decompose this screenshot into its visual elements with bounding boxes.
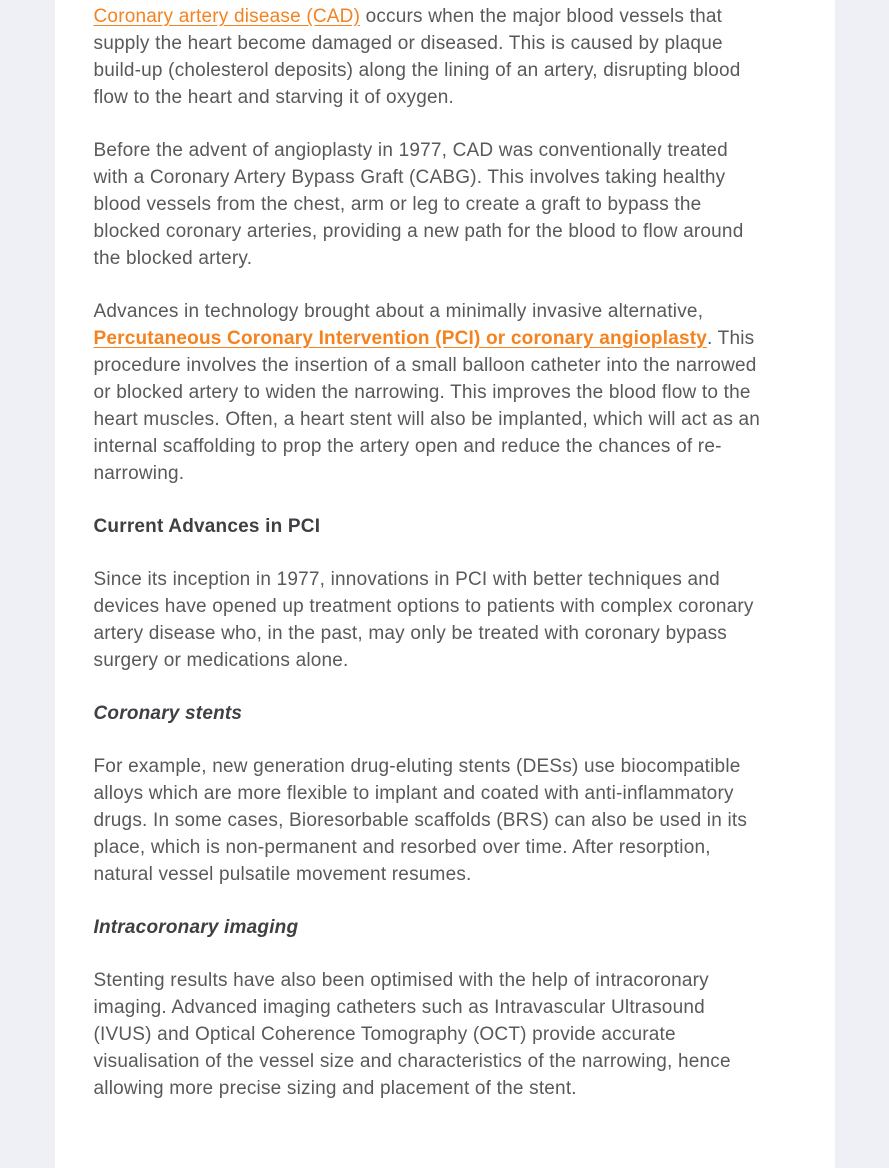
paragraph-pci-innovations bbox=[94, 566, 766, 674]
pci-link[interactable]: Percutaneous Coronary Intervention (PCI) or coronary angioplasty bbox=[93, 328, 708, 349]
paragraph-cabg bbox=[94, 137, 766, 272]
paragraph-text: Stenting results have also been optimised with the help of intracoronary imaging. Advanced imaging catheters such as Intravascular Ultrasound (IVUS) and Optical Coherence Tomography (OCT) provide accurate visualisation of the vessel size and characteristics of the narrowing, hence allowing more precise sizing and placement of the stent. bbox=[93, 970, 731, 1099]
paragraph-pci-intro bbox=[94, 298, 766, 487]
article-card bbox=[55, 0, 835, 1168]
paragraph-text: For example, new generation drug-eluting stents (DESs) use biocompatible alloys which are more flexible to implant and coated with anti-inflammatory drugs. In some cases, Bioresorbable scaffolds (BRS) can also be used in its place, which is non-permanent and resorbed over time. After resorption, natural vessel pulsatile movement resumes. bbox=[93, 756, 748, 885]
heading-current-advances-in-pci: Current Advances in PCI bbox=[93, 516, 321, 537]
paragraph-text: . This procedure involves the insertion of a small balloon catheter into the narrowed or blocked artery to widen the narrowing. This improves the blood flow to the heart muscles. Often, a heart stent will also be implanted, which will act as an internal scaffolding to prop the artery open and reduce the chances of re-narrowing. bbox=[93, 328, 761, 484]
heading-intracoronary-imaging: Intracoronary imaging bbox=[93, 917, 299, 938]
paragraph-text: Since its inception in 1977, innovations in PCI with better techniques and devices have opened up treatment options to patients with complex coronary artery disease who, in the past, may only be treated with coronary bypass surgery or medications alone. bbox=[93, 569, 754, 671]
paragraph-text: occurs when the major blood vessels that supply the heart become damaged or diseased. This is caused by plaque build-up (cholesterol deposits) along the lining of an artery, disrupting blood flow to the heart and starving it of oxygen. bbox=[93, 6, 741, 108]
heading-coronary-stents: Coronary stents bbox=[93, 703, 243, 724]
paragraph-intracoronary-imaging bbox=[94, 967, 766, 1102]
cad-link[interactable]: Coronary artery disease (CAD) bbox=[93, 6, 361, 27]
article-body bbox=[94, 3, 766, 1102]
paragraph-coronary-stents bbox=[94, 753, 766, 888]
paragraph-text: Advances in technology brought about a minimally invasive alternative, bbox=[93, 301, 704, 322]
paragraph-text: Before the advent of angioplasty in 1977, CAD was conventionally treated with a Coronary Artery Bypass Graft (CABG). This involves taking healthy blood vessels from the chest, arm or leg to create a graft to bypass the blocked coronary arteries, providing a new path for the blood to flow around the blocked artery. bbox=[93, 140, 744, 269]
paragraph-cad-intro bbox=[94, 3, 766, 111]
